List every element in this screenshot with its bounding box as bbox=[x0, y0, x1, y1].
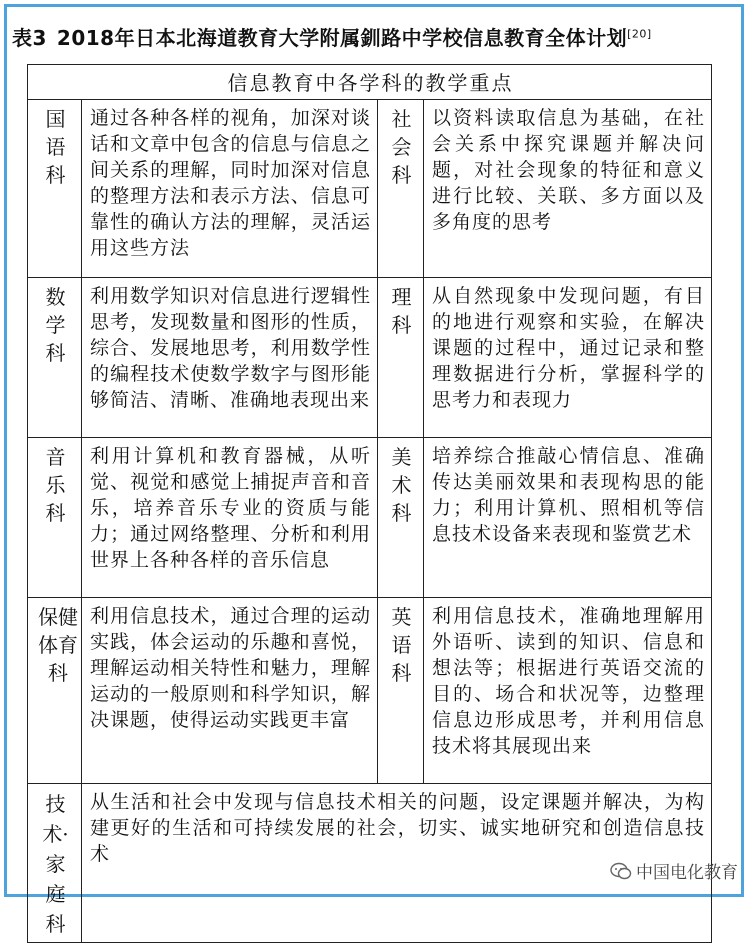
subject-label: 社会科 bbox=[391, 107, 412, 187]
caption-label: 表3 bbox=[12, 26, 47, 50]
subject-cell bbox=[378, 100, 424, 278]
subject-label: 美术科 bbox=[391, 445, 412, 525]
focus-cell: 以资料读取信息为基础，在社会关系中探究课题并解决问题，对社会现象的特征和意义进行比较、关联、多方面以及多角度的思考 bbox=[424, 100, 712, 278]
subject-cell bbox=[378, 278, 424, 438]
subject-cell: 技术·家庭科 bbox=[28, 784, 82, 943]
table-row bbox=[28, 598, 712, 784]
subject-cell bbox=[28, 438, 82, 598]
caption-reference: [20] bbox=[627, 27, 652, 41]
watermark-text: 中国电化教育 bbox=[636, 863, 738, 883]
subject-label: 数学科 bbox=[45, 285, 66, 365]
focus-cell: 利用信息技术，通过合理的运动实践，体会运动的乐趣和喜悦，理解运动相关特性和魅力，理解运动的一般原则和科学知识，解决课题，使得运动实践更丰富 bbox=[82, 598, 378, 784]
subject-cell bbox=[378, 438, 424, 598]
table-row bbox=[28, 784, 712, 943]
subject-cell bbox=[28, 100, 82, 278]
caption-title: 2018年日本北海道教育大学附属釧路中学校信息教育全体计划 bbox=[56, 26, 628, 50]
subject-cell bbox=[28, 598, 82, 784]
focus-cell: 培养综合推敲心情信息、准确传达美丽效果和表现构思的能力；利用计算机、照相机等信息技术设备来表现和鉴赏艺术 bbox=[424, 438, 712, 598]
subject-label: 理科 bbox=[391, 285, 412, 337]
table-row bbox=[28, 438, 712, 598]
subject-label: 音乐科 bbox=[45, 445, 66, 525]
focus-cell: 通过各种各样的视角，加深对谈话和文章中包含的信息与信息之间关系的理解，同时加深对信息的整理方法和表示方法、信息可靠性的确认方法的理解，灵活运用这些方法 bbox=[82, 100, 378, 278]
focus-cell: 利用信息技术，准确地理解用外语听、读到的知识、信息和想法等；根据进行英语交流的目的、场合和状况等，边整理信息边形成思考，并利用信息技术将其展现出来 bbox=[424, 598, 712, 784]
focus-cell: 从自然现象中发现问题，有目的地进行观察和实验，在解决课题的过程中，通过记录和整理数据进行分析，掌握科学的思考力和表现力 bbox=[424, 278, 712, 438]
focus-cell: 利用数学知识对信息进行逻辑性思考，发现数量和图形的性质，综合、发展地思考，利用数学性的编程技术使数学数字与图形能够简洁、清晰、准确地表现出来 bbox=[82, 278, 378, 438]
table-row bbox=[28, 100, 712, 278]
subject-label: 保健体育科 bbox=[38, 605, 78, 685]
table-header: 信息教育中各学科的教学重点 bbox=[28, 65, 712, 100]
table-row bbox=[28, 278, 712, 438]
source-watermark bbox=[610, 858, 738, 883]
subject-focus-table bbox=[27, 64, 712, 943]
subject-cell bbox=[28, 278, 82, 438]
focus-cell: 利用计算机和教育器械，从听觉、视觉和感觉上捕捉声音和音乐，培养音乐专业的资质与能力；通过网络整理、分析和利用世界上各种各样的音乐信息 bbox=[82, 438, 378, 598]
subject-label: 英语科 bbox=[391, 605, 412, 685]
table-caption bbox=[12, 22, 652, 51]
subject-label: 国语科 bbox=[45, 107, 66, 187]
wechat-icon bbox=[610, 862, 632, 880]
focus-cell: 从生活和社会中发现与信息技术相关的问题，设定课题并解决，为构建更好的生活和可持续发展的社会，切实、诚实地研究和创造信息技术 bbox=[82, 784, 712, 943]
subject-cell bbox=[378, 598, 424, 784]
